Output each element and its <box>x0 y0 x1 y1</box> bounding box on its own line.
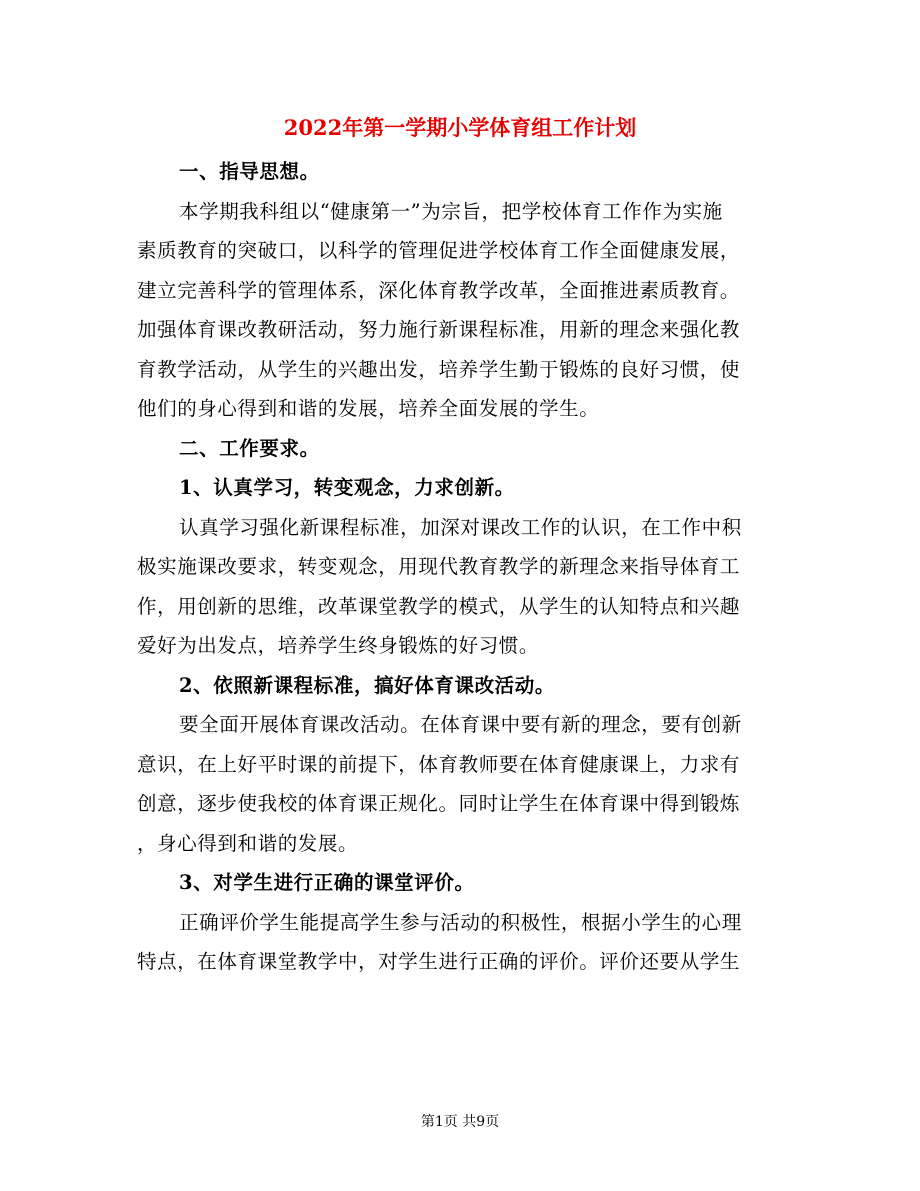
page-footer: 第1页 共9页 <box>420 1114 500 1130</box>
paragraph-line: 他们的身心得到和谐的发展，培养全面发展的学生。 <box>137 397 600 420</box>
paragraph-line: 加强体育课改教研活动，努力施行新课程标准，用新的理念来强化教 <box>137 318 741 341</box>
section-heading: 一、指导思想。 <box>179 160 320 183</box>
paragraph-line: 建立完善科学的管理体系，深化体育教学改革，全面推进素质教育。 <box>137 278 741 302</box>
paragraph-line: 特点，在体育课堂教学中，对学生进行正确的评价。评价还要从学生 <box>137 950 741 973</box>
paragraph-line: 作，用创新的思维，改革课堂教学的模式，从学生的认知特点和兴趣 <box>137 594 741 618</box>
paragraph-line: 创意，逐步使我校的体育课正规化。同时让学生在体育课中得到锻炼 <box>137 792 741 815</box>
paragraph-line: 要全面开展体育课改活动。在体育课中要有新的理念，要有创新 <box>179 713 742 736</box>
document-title: 2022年第一学期小学体育组工作计划 <box>283 115 637 140</box>
paragraph-line: 育教学活动，从学生的兴趣出发，培养学生勤于锻炼的良好习惯，使 <box>137 357 741 381</box>
paragraph-line: 本学期我科组以“健康第一”为宗旨，把学校体育工作作为实施 <box>179 199 723 223</box>
paragraph-line: 爱好为出发点，培养学生终身锻炼的好习惯。 <box>137 634 540 657</box>
paragraph-line: 正确评价学生能提高学生参与活动的积极性，根据小学生的心理 <box>179 910 742 934</box>
paragraph-line: 素质教育的突破口，以科学的管理促进学校体育工作全面健康发展， <box>137 239 741 262</box>
paragraph-line: 认真学习强化新课程标准，加深对课改工作的认识，在工作中积 <box>179 515 742 539</box>
section-heading: 1、认真学习，转变观念，力求创新。 <box>179 476 515 499</box>
section-heading: 2、依照新课程标准，搞好体育课改活动。 <box>179 673 555 697</box>
section-heading: 二、工作要求。 <box>179 436 320 460</box>
paragraph-line: 极实施课改要求，转变观念，用现代教育教学的新理念来指导体育工 <box>137 555 741 578</box>
document-body <box>137 152 777 982</box>
paragraph-line: 意识，在上好平时课的前提下，体育教师要在体育健康课上，力求有 <box>137 752 741 776</box>
section-heading: 3、对学生进行正确的课堂评价。 <box>179 871 475 894</box>
paragraph-line: ，身心得到和谐的发展。 <box>137 831 359 855</box>
